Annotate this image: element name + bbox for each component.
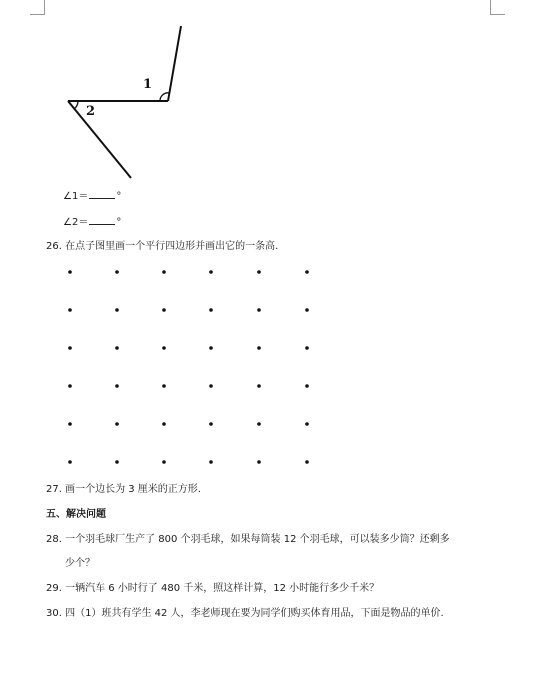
question-28-line-2: 少个？	[65, 558, 95, 569]
grid-dot[interactable]	[305, 384, 309, 388]
grid-dot[interactable]	[162, 422, 166, 426]
grid-dot[interactable]	[68, 308, 72, 312]
grid-dot[interactable]	[115, 422, 119, 426]
angle-1-degree: °	[116, 191, 122, 202]
angle-2-label: 2	[86, 104, 96, 119]
grid-dot[interactable]	[257, 422, 261, 426]
grid-dot[interactable]	[305, 346, 309, 350]
grid-dot[interactable]	[209, 308, 213, 312]
grid-dot[interactable]	[115, 270, 119, 274]
grid-dot[interactable]	[115, 308, 119, 312]
grid-dot[interactable]	[209, 270, 213, 274]
grid-dot[interactable]	[209, 460, 213, 464]
grid-dot[interactable]	[68, 422, 72, 426]
grid-dot[interactable]	[115, 460, 119, 464]
grid-dot[interactable]	[68, 270, 72, 274]
angle-1-label: 1	[143, 77, 153, 92]
grid-dot[interactable]	[305, 270, 309, 274]
grid-dot[interactable]	[209, 384, 213, 388]
section-heading-5: 五、解决问题	[46, 509, 106, 520]
grid-dot[interactable]	[68, 346, 72, 350]
grid-dot[interactable]	[162, 346, 166, 350]
grid-dot[interactable]	[257, 308, 261, 312]
question-27: 27. 画一个边长为 3 厘米的正方形.	[46, 484, 201, 495]
question-29: 29. 一辆汽车 6 小时行了 480 千米，照这样计算，12 小时能行多少千米？	[46, 583, 380, 594]
grid-dot[interactable]	[162, 460, 166, 464]
grid-dot[interactable]	[305, 308, 309, 312]
grid-dot[interactable]	[257, 346, 261, 350]
grid-dot[interactable]	[68, 384, 72, 388]
grid-dot[interactable]	[305, 422, 309, 426]
grid-dot[interactable]	[162, 384, 166, 388]
grid-dot[interactable]	[68, 460, 72, 464]
grid-dot[interactable]	[115, 384, 119, 388]
angle-2-degree: °	[116, 217, 122, 228]
question-30: 30. 四（1）班共有学生 42 人，李老师现在要为同学们购买体育用品，下面是物品的单价.	[46, 608, 444, 619]
grid-dot[interactable]	[162, 308, 166, 312]
grid-dot[interactable]	[115, 346, 119, 350]
angle-1-prefix: ∠1＝	[63, 191, 89, 202]
grid-dot[interactable]	[257, 460, 261, 464]
grid-dot[interactable]	[209, 346, 213, 350]
question-28-line-1: 28. 一个羽毛球厂生产了 800 个羽毛球，如果每筒装 12 个羽毛球，可以装多少筒？还剩多	[46, 534, 450, 545]
grid-dot[interactable]	[209, 422, 213, 426]
question-26: 26. 在点子图里画一个平行四边形并画出它的一条高.	[46, 241, 279, 252]
angle-2-prefix: ∠2＝	[63, 217, 89, 228]
grid-dot[interactable]	[305, 460, 309, 464]
grid-dot[interactable]	[257, 270, 261, 274]
grid-dot[interactable]	[257, 384, 261, 388]
grid-dot[interactable]	[162, 270, 166, 274]
